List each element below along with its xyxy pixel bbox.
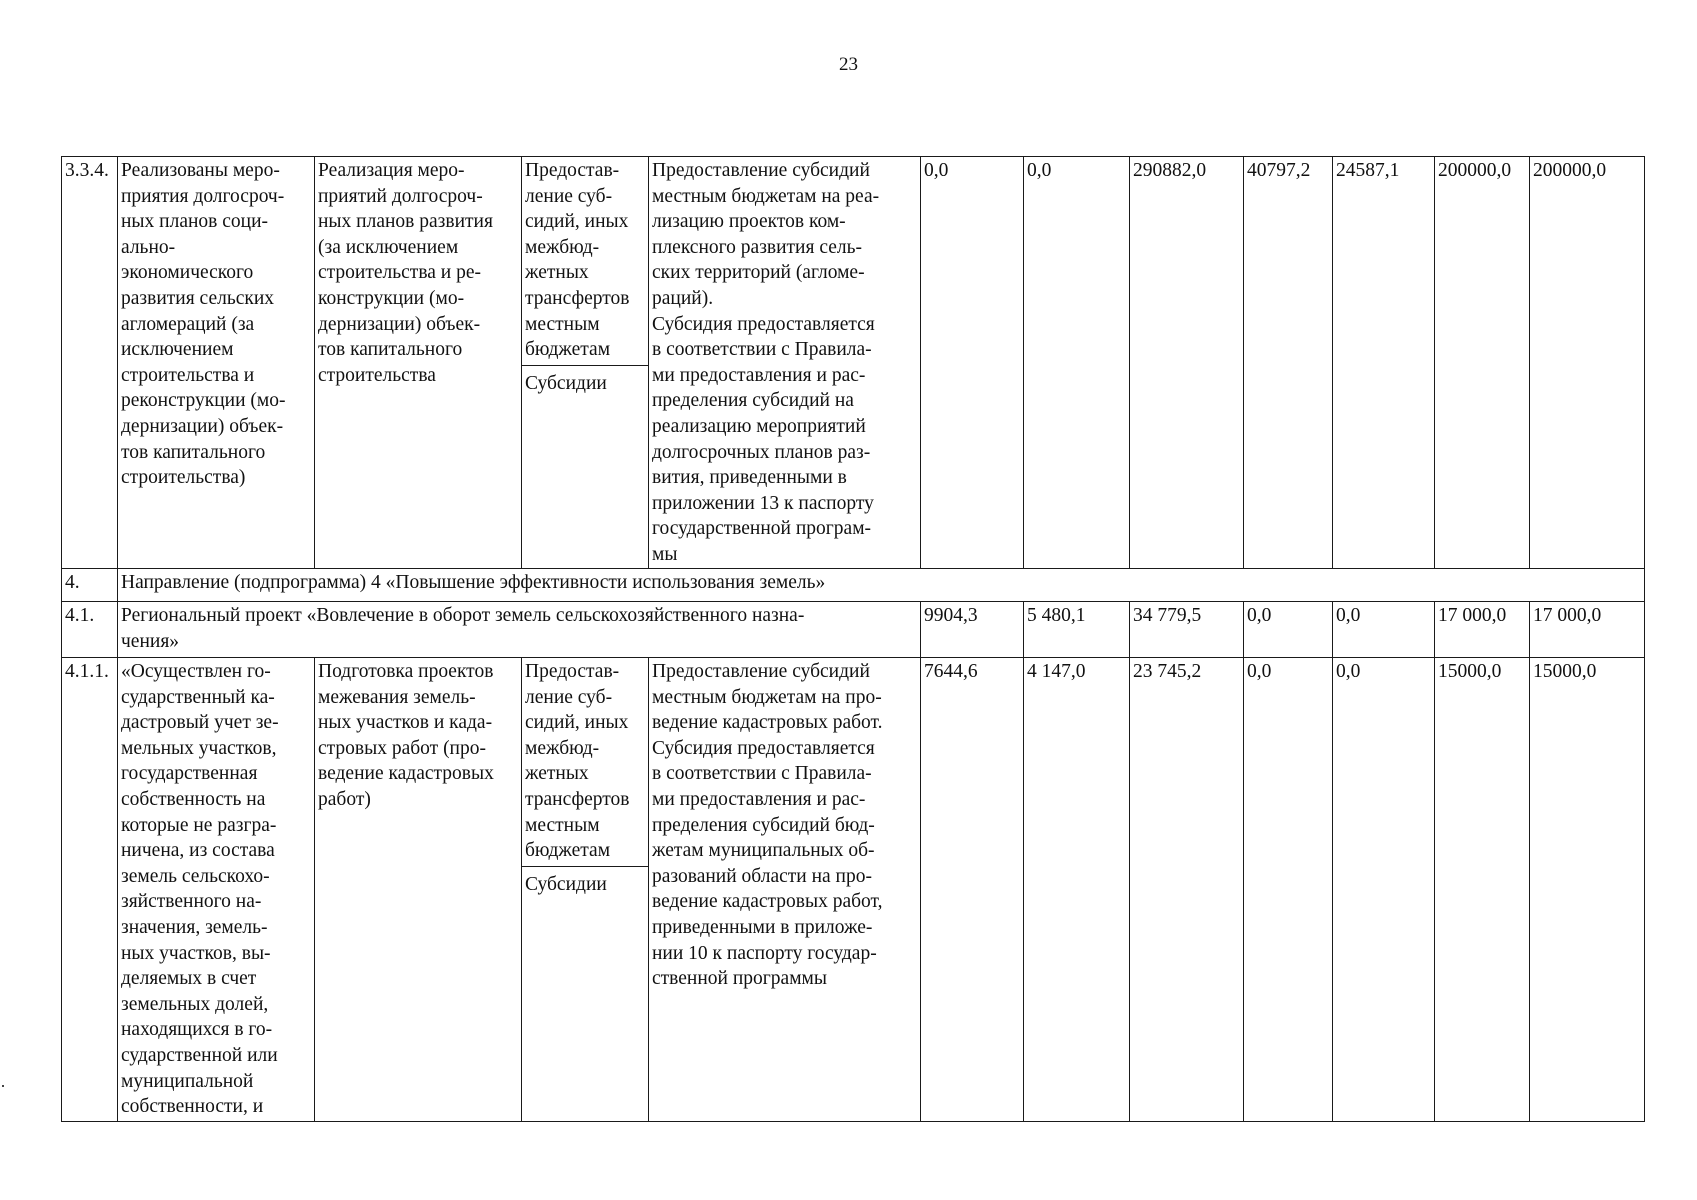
text-line: жетных	[525, 262, 589, 284]
row-number: 4.1.	[62, 602, 118, 658]
text-line: дернизации) объек-	[121, 415, 284, 437]
value-cell: 0,0	[921, 157, 1024, 569]
value-cell: 7644,6	[921, 658, 1024, 1122]
type-subsidy: Субсидии	[525, 873, 607, 895]
text-line: дернизации) объек-	[318, 313, 481, 335]
value-cell: 9904,3	[921, 602, 1024, 658]
text-line: экономического	[121, 262, 254, 284]
text-line: Субсидия предоставляется	[652, 313, 875, 335]
value-cell: 200000,0	[1530, 157, 1645, 569]
row-number: 3.3.4.	[62, 157, 118, 569]
section-heading: Направление (подпрограмма) 4 «Повышение эффективности использования земель»	[118, 569, 1645, 602]
result-cell	[118, 658, 315, 1122]
value-cell: 17 000,0	[1435, 602, 1530, 658]
text-line: ничена, из состава	[121, 840, 275, 862]
text-line: Региональный проект «Вовлечение в оборот земель сельскохозяйственного назна-	[121, 605, 805, 626]
text-line: пределения субсидий бюд-	[652, 814, 875, 836]
text-line: ление суб-	[525, 185, 613, 207]
text-line: межбюд-	[525, 737, 600, 759]
value-cell: 5 480,1	[1024, 602, 1130, 658]
text-line: сударственный ка-	[121, 686, 275, 708]
text-line: муниципальной	[121, 1070, 254, 1092]
text-line: бюджетам	[525, 339, 611, 361]
text-line: разований области на про-	[652, 865, 872, 887]
text-line: ально-	[121, 236, 176, 258]
text-line: тов капитального	[318, 339, 463, 361]
text-line: трансфертов	[525, 788, 630, 810]
text-line: межбюд-	[525, 236, 600, 258]
text-line: собственность на	[121, 788, 266, 810]
text-line: местным	[525, 313, 600, 335]
text-line: стровых работ (про-	[318, 737, 486, 759]
text-line: нии 10 к паспорту государ-	[652, 942, 877, 964]
text-line: строительства и	[121, 364, 255, 386]
text-line: которые не разгра-	[121, 814, 277, 836]
table-row-4-1-1	[62, 658, 1645, 1122]
type-subsidy: Субсидии	[525, 372, 607, 394]
project-name	[118, 602, 921, 658]
value-cell: 17 000,0	[1530, 602, 1645, 658]
text-line: земель сельскохо-	[121, 865, 270, 887]
text-line: ственной программы	[652, 968, 827, 990]
text-line: (за исключением	[318, 236, 459, 258]
text-line: бюджетам	[525, 840, 611, 862]
type-cell	[522, 658, 649, 1122]
value-cell: 4 147,0	[1024, 658, 1130, 1122]
text-line: реконструкции (мо-	[121, 390, 286, 412]
text-line: агломераций (за	[121, 313, 255, 335]
text-line: Реализованы меро-	[121, 160, 280, 181]
value-cell: 24587,1	[1333, 157, 1435, 569]
text-line: ских территорий (агломе-	[652, 262, 865, 284]
text-line: ведение кадастровых работ,	[652, 891, 883, 913]
text-line: раций).	[652, 287, 714, 309]
text-line: ление суб-	[525, 686, 613, 708]
text-line: долгосрочных планов раз-	[652, 441, 871, 463]
text-line: ведение кадастровых работ.	[652, 712, 883, 734]
text-line: государственной програм-	[652, 518, 872, 540]
value-cell: 34 779,5	[1130, 602, 1244, 658]
page-number: 23	[839, 54, 858, 75]
value-cell: 0,0	[1244, 658, 1333, 1122]
text-line: строительства	[318, 364, 436, 386]
text-line: тов капитального	[121, 441, 266, 463]
text-line: мельных участков,	[121, 737, 277, 759]
text-line: приятия долгосроч-	[121, 185, 285, 207]
value-cell: 23 745,2	[1130, 658, 1244, 1122]
measure-cell	[315, 157, 522, 569]
text-line: ных участков и када-	[318, 712, 493, 734]
text-line: реализацию мероприятий	[652, 415, 866, 437]
value-cell: 200000,0	[1435, 157, 1530, 569]
text-line: пределения субсидий на	[652, 390, 854, 412]
table-row-4	[62, 569, 1645, 602]
text-line: ных участков, вы-	[121, 942, 271, 964]
table-row-3-3-4	[62, 157, 1645, 569]
value-cell: 0,0	[1244, 602, 1333, 658]
text-line: ми предоставления и рас-	[652, 788, 866, 810]
result-cell	[118, 157, 315, 569]
text-line: ми предоставления и рас-	[652, 364, 866, 386]
text-line: вития, приведенными в	[652, 467, 847, 489]
description-cell	[649, 157, 921, 569]
text-line: исключением	[121, 339, 234, 361]
text-line: конструкции (мо-	[318, 287, 465, 309]
text-line: Субсидия предоставляется	[652, 737, 875, 759]
text-line: собственности, и	[121, 1096, 264, 1118]
text-line: ведение кадастровых	[318, 763, 494, 785]
text-line: местным бюджетам на про-	[652, 686, 882, 708]
text-line: местным бюджетам на реа-	[652, 185, 880, 207]
value-cell: 0,0	[1333, 602, 1435, 658]
text-line: местным	[525, 814, 600, 836]
value-cell: 0,0	[1333, 658, 1435, 1122]
measure-cell	[315, 658, 522, 1122]
text-line: государственная	[121, 763, 258, 785]
row-number: 4.1.1.	[62, 658, 118, 1122]
text-line: межевания земель-	[318, 686, 476, 708]
program-table	[61, 156, 1645, 1122]
text-line: сидий, иных	[525, 211, 629, 233]
text-line: зяйственного на-	[121, 891, 262, 913]
text-line: мы	[652, 543, 678, 565]
text-line: Предостав-	[525, 661, 620, 682]
text-line: строительства и ре-	[318, 262, 482, 284]
text-line: приятий долгосроч-	[318, 185, 483, 207]
text-line: жетам муниципальных об-	[652, 840, 875, 862]
value-cell: 40797,2	[1244, 157, 1333, 569]
row-number: 4.	[62, 569, 118, 602]
text-line: в соответствии с Правила-	[652, 339, 872, 361]
text-line: приложении 13 к паспорту	[652, 492, 874, 514]
text-line: «Осуществлен го-	[121, 661, 271, 682]
description-cell	[649, 658, 921, 1122]
text-line: чения»	[121, 630, 180, 652]
text-line: находящихся в го-	[121, 1019, 273, 1041]
text-line: земельных долей,	[121, 993, 269, 1015]
text-line: Подготовка проектов	[318, 661, 494, 682]
text-line: работ)	[318, 788, 371, 810]
text-line: плексного развития сель-	[652, 236, 863, 258]
text-line: Предоставление субсидий	[652, 160, 870, 181]
text-line: сударственной или	[121, 1044, 278, 1066]
text-line: ных планов соци-	[121, 211, 269, 233]
text-line: в соответствии с Правила-	[652, 763, 872, 785]
value-cell: 15000,0	[1530, 658, 1645, 1122]
type-cell	[522, 157, 649, 569]
text-line: жетных	[525, 763, 589, 785]
value-cell: 15000,0	[1435, 658, 1530, 1122]
text-line: приведенными в приложе-	[652, 916, 873, 938]
text-line: Предостав-	[525, 160, 620, 181]
text-line: сидий, иных	[525, 712, 629, 734]
text-line: строительства)	[121, 467, 246, 489]
text-line: Предоставление субсидий	[652, 661, 870, 682]
text-line: деляемых в счет	[121, 968, 257, 990]
value-cell: 290882,0	[1130, 157, 1244, 569]
scan-mark	[2, 1085, 4, 1087]
value-cell: 0,0	[1024, 157, 1130, 569]
text-line: лизацию проектов ком-	[652, 211, 846, 233]
text-line: Реализация меро-	[318, 160, 465, 181]
table-row-4-1	[62, 602, 1645, 658]
text-line: дастровый учет зе-	[121, 712, 279, 734]
text-line: развития сельских	[121, 287, 275, 309]
text-line: трансфертов	[525, 287, 630, 309]
text-line: значения, земель-	[121, 916, 268, 938]
text-line: ных планов развития	[318, 211, 493, 233]
